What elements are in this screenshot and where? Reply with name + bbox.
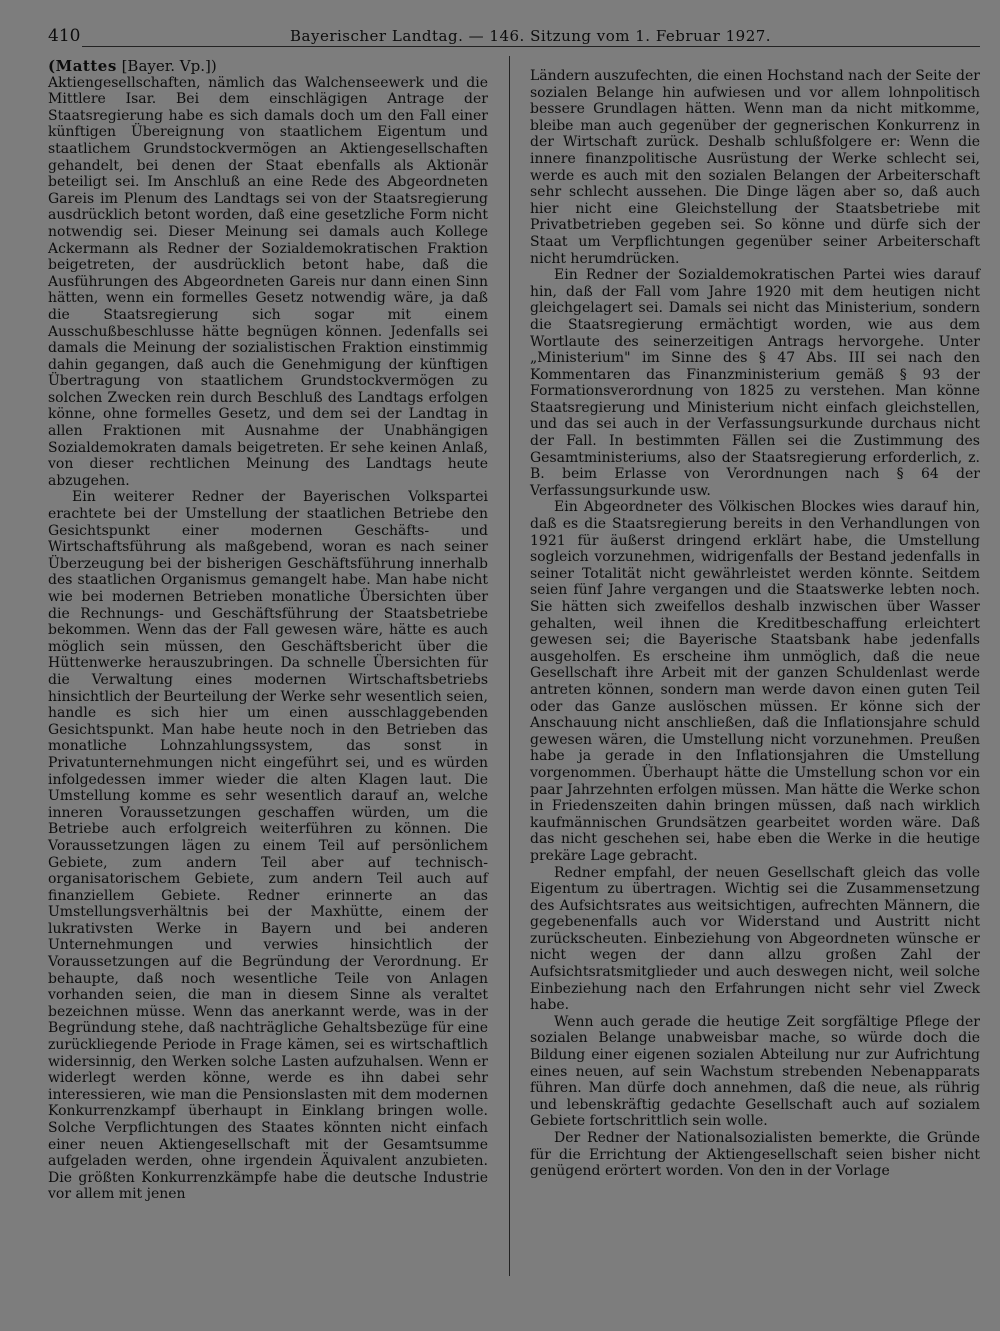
paragraph: Redner empfahl, der neuen Gesellschaft gleich das volle Eigentum zu übertragen. Wichtig sei die Zusammensetzung des Aufsichtsrates aus weitsichtigen, aufrechten Männern, die gegebenenfalls auch vor Widerstand und Austritt nicht zurückscheuten. Einbeziehung von Abgeordneten wünsche er nicht wegen der dann allzu großen Zahl der Aufsichtsratsmitglieder und auch deswegen nicht, weil solche Einbeziehung nach den Erfahrungen nicht sehr viel Zweck habe. (530, 864, 980, 1014)
paragraph: Ein weiterer Redner der Bayerischen Volkspartei erachtete bei der Umstellung der staatlichen Betriebe den Gesichtspunkt einer modernen Geschäfts- und Wirtschaftsführung als maßgebend, woran es nach seiner Überzeugung bei der bisherigen Geschäftsführung innerhalb des staatlichen Organismus gemangelt habe. Man habe nicht wie bei modernen Betrieben monatliche Übersichten über die Rechnungs- und Geschäftsführung der Staatsbetriebe bekommen. Wenn das der Fall gewesen wäre, hätte es auch möglich sein müssen, den Geschäftsbericht über die Hüttenwerke herauszubringen. Da schnelle Übersichten für die Verwaltung eines modernen Wirtschaftsbetriebs hinsichtlich der Beurteilung der Werke sehr wesentlich seien, handle es sich hier um einen ausschlaggebenden Gesichtspunkt. Man habe heute noch in den Betrieben das monatliche Lohnzahlungssystem, das sonst in Privatunternehmungen nicht eingeführt sei, und es würden infolgedessen immer wieder die alten Klagen laut. Die Umstellung komme es sehr wesentlich darauf an, welche inneren Voraussetzungen geschaffen würden, um die Betriebe auch erfolgreich weiterführen zu können. Die Voraussetzungen lägen zu einem Teil auf persönlichem Gebiete, zum andern Teil aber auf technisch-organisatorischem Gebiete, zum andern Teil auch auf finanziellem Gebiete. Redner erinnerte an das Umstellungsverhältnis bei der Maxhütte, einem der lukrativsten Werke in Bayern und bei anderen Unternehmungen und verwies hinsichtlich der Voraussetzungen auf die Begründung der Verordnung. Er behaupte, daß noch wesentliche Teile von Anlagen vorhanden seien, die man in diesem Sinne als veraltet bezeichnen müsse. Wenn das anerkannt werde, was in der Begründung stehe, daß nachträgliche Gehaltsbezüge für eine zurückliegende Periode in Frage kämen, sei es wirtschaftlich widersinnig, den Werken solche Lasten aufzuhalsen. Wenn er widerlegt werden könne, werde es ihn dabei sehr interessieren, wie man die Pensionslasten mit dem modernen Konkurrenzkampf überhaupt in Einklang bringen wolle. Solche Verpflichtungen des Staates könnten nicht einfach einer neuen Aktiengesellschaft mit der Gesamtsumme aufgeladen werden, ohne irgendein Äquivalent anzubieten. Die größten Konkurrenzkämpfe habe die deutsche Industrie vor allem mit jenen (48, 489, 488, 1203)
page-header (40, 22, 980, 48)
left-column (48, 58, 488, 1203)
paragraph: Wenn auch gerade die heutige Zeit sorgfältige Pflege der sozialen Belange unabweisbar mache, so würde doch die Bildung einer eigenen sozialen Abteilung nur zur Aufrichtung eines neuen, auf sein Wachstum strebenden Nebenapparats führen. Man dürfe doch annehmen, daß die neue, als rührig und lebenskräftig gedachte Gesellschaft auch auf sozialem Gebiete fortschrittlich sein wolle. (530, 1013, 980, 1130)
header-rule (82, 46, 980, 47)
paragraph: Der Redner der Nationalsozialisten bemerkte, die Gründe für die Errichtung der Aktiengesellschaft seien bisher nicht genügend erörtert worden. Von den in der Vorlage (530, 1130, 980, 1180)
right-column (530, 68, 980, 1180)
speaker-label (48, 58, 488, 75)
column-divider (509, 56, 510, 1276)
running-title: Bayerischer Landtag. — 146. Sitzung vom 1. Februar 1927. (290, 27, 772, 45)
speaker-name: (Mattes (48, 57, 117, 75)
paragraph: Aktiengesellschaften, nämlich das Walchenseewerk und die Mittlere Isar. Bei dem einschlägigen Antrage der Staatsregierung habe es sich damals doch um den Fall einer künftigen Übereignung von staatlichem Eigentum und staatlichem Grundstockvermögen an Aktiengesellschaften gehandelt, bei denen der Staat ebenfalls als Aktionär beteiligt sei. Im Anschluß an eine Rede des Abgeordneten Gareis im Plenum des Landtags sei von der Staatsregierung ausdrücklich betont worden, daß eine gesetzliche Form nicht notwendig sei. Dieser Meinung sei damals auch Kollege Ackermann als Redner der Sozialdemokratischen Fraktion beigetreten, der ausdrücklich betont habe, daß die Ausführungen des Abgeordneten Gareis nur dann einen Sinn hätten, wenn ein formelles Gesetz notwendig wäre, ja daß die Staatsregierung sich sogar mit einem Ausschußbeschlusse hätte begnügen können. Jedenfalls sei damals die Meinung der sozialistischen Fraktion einstimmig dahin gegangen, daß auch die Genehmigung der künftigen Übertragung von staatlichem Grundstockvermögen zu solchen Zwecken rein durch Beschluß des Landtags erfolgen könne, ohne formelles Gesetz, und dem sei der Landtag in allen Fraktionen mit Ausnahme der Unabhängigen Sozialdemokraten damals beigetreten. Er sehe keinen Anlaß, von dieser rechtlichen Meinung des Landtags heute abzugehen. (48, 74, 488, 489)
paragraph: Ein Redner der Sozialdemokratischen Partei wies darauf hin, daß der Fall vom Jahre 1920 mit dem heutigen nicht gleichgelagert sei. Damals sei nicht das Ministerium, sondern die Staatsregierung ermächtigt worden, wie aus dem Wortlaute des seinerzeitigen Antrags hervorgehe. Unter „Ministerium" im Sinne des § 47 Abs. III sei nach den Kommentaren das Finanzministerium gemäß § 93 der Formationsverordnung von 1825 zu verstehen. Man könne Staatsregierung und Ministerium nicht einfach gleichstellen, und das sei auch in der Verfassungsurkunde durchaus nicht der Fall. In bestimmten Fällen sei die Zustimmung des Gesamtministeriums, also der Staatsregierung erforderlich, z. B. beim Erlasse von Verordnungen nach § 64 der Verfassungsurkunde usw. (530, 267, 980, 499)
speaker-party: [Bayer. Vp.]) (121, 57, 217, 75)
paragraph: Ländern auszufechten, die einen Hochstand nach der Seite der sozialen Belange hin aufwiesen und vor allem lohnpolitisch bessere Grundlagen hätten. Wenn man da nicht mitkomme, bleibe man auch gegenüber der gegnerischen Konkurrenz in der Wirtschaft zurück. Deshalb schlußfolgere er: Wenn die innere finanzpolitische Ausrüstung der Werke schlecht sei, werde es auch mit den sozialen Belangen der Arbeiterschaft sehr schlecht aussehen. Die Dinge lägen aber so, daß auch hier nicht eine Gleichstellung der Staatsbetriebe mit Privatbetrieben gegeben sei. So könne und dürfe sich der Staat um Verpflichtungen gegenüber seiner Arbeiterschaft nicht herumdrücken. (530, 68, 980, 267)
page-number: 410 (48, 26, 81, 46)
paragraph: Ein Abgeordneter des Völkischen Blockes wies darauf hin, daß es die Staatsregierung bereits in den Verhandlungen von 1921 für äußerst dringend erklärt habe, die Umstellung sogleich vorzunehmen, widrigenfalls der Bestand jedenfalls in seiner Totalität nicht gewährleistet werden könnte. Seitdem seien fünf Jahre vergangen und die Staatswerke lebten noch. Sie hätten sich zweifellos deshalb inzwischen über Wasser gehalten, weil ihnen die Kreditbeschaffung erleichtert gewesen sei; die Bayerische Staatsbank habe jedenfalls ausgeholfen. Es erscheine ihm unmöglich, daß die neue Gesellschaft ihre Arbeit mit der ganzen Schuldenlast werde antreten können, sondern man werde davon einen guten Teil oder das Ganze auslöschen müssen. Er könne sich der Anschauung nicht anschließen, daß die Inflationsjahre schuld gewesen wären, die Umstellung nicht vorzunehmen. Preußen habe ja gerade in den Inflationsjahren die Umstellung vorgenommen. Überhaupt hätte die Umstellung schon vor ein paar Jahrzehnten erfolgen müssen. Man hätte die Werke schon in Friedenszeiten dahin bringen müssen, daß nach wirklich kaufmännischen Grundsätzen gearbeitet worden wäre. Daß das nicht geschehen sei, habe eben die Werke in die heutige prekäre Lage gebracht. (530, 499, 980, 864)
